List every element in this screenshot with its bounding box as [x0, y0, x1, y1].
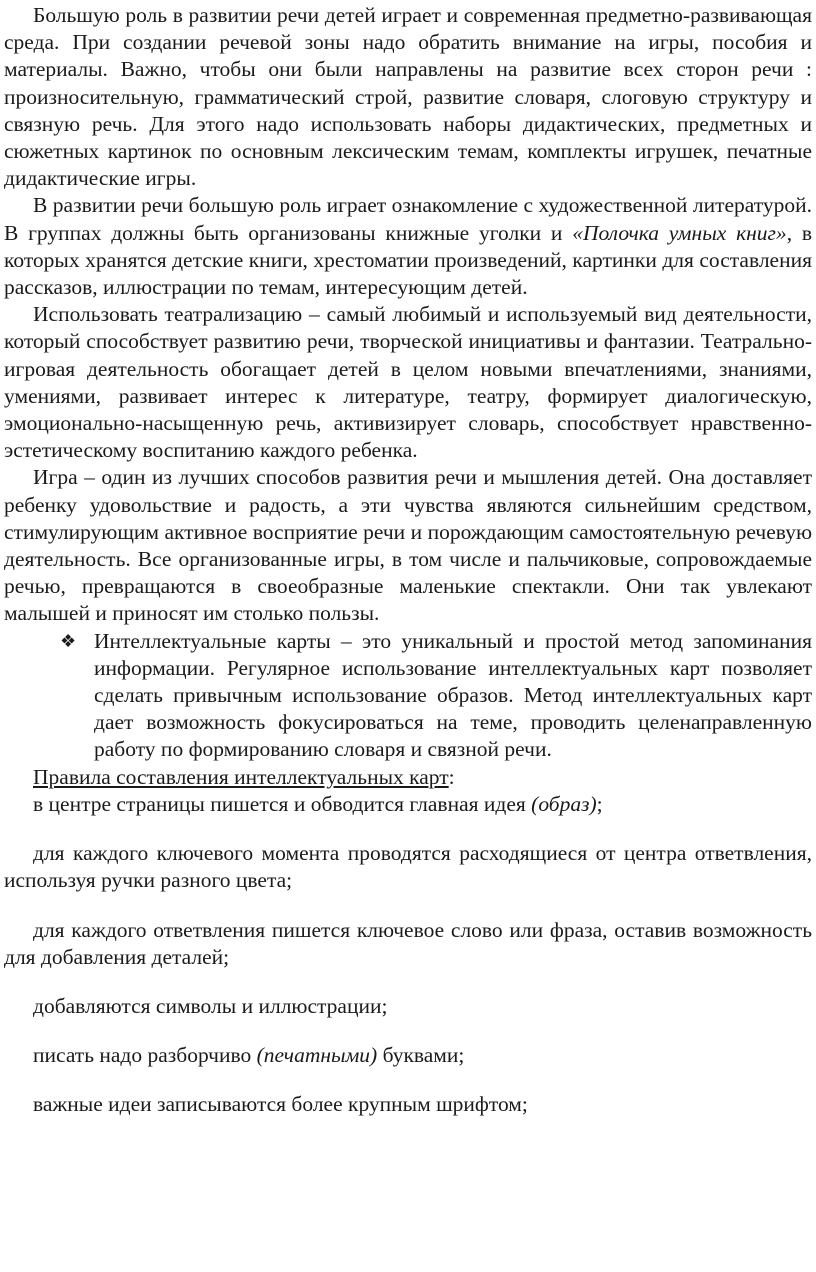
- rule-item: добавляются символы и иллюстрации;: [33, 993, 388, 1018]
- paragraph-literature-start: В развитии речи большую роль играет ознакомление с художественной литературой. В группах должны быть организованы книжные уголки и: [4, 193, 812, 245]
- bullet-mind-maps: [60, 628, 812, 764]
- rule-1-text: в центре страницы пишется и обводится главная идея: [33, 791, 532, 816]
- paragraph-literature: [4, 192, 812, 301]
- rules-heading-title: Правила составления интеллектуальных карт: [33, 764, 449, 789]
- paragraph-environment: Большую роль в развитии речи детей играет и современная предметно-развивающая среда. При создании речевой зоны надо обратить внимание на игры, пособия и материалы. Важно, чтобы они были направлены на развитие всех сторон речи : произносительную, грамматический строй, развитие словаря, слоговую структуру и связную речь. Для этого надо использовать наборы дидактических, предметных и сюжетных картинок по основным лексическим темам, комплекты игрушек, печатные дидактические игры.: [4, 3, 812, 191]
- rule-item: [4, 791, 812, 818]
- rule-item: для каждого ключевого момента проводятся расходящиеся от центра ответвления, используя ручки разного цвета;: [4, 841, 812, 893]
- paragraph-theatre: Использовать театрализацию – самый любимый и используемый вид деятельности, который способствует развитию речи, творческой инициативы и фантазии. Театрально-игровая деятельность обогащает детей в целом новыми впечатлениями, знаниями, умениями, развивает интерес к литературе, театру, формирует диалогическую, эмоционально-насыщенную речь, активизирует словарь, способствует нравственно-эстетическому воспитанию каждого ребенка.: [4, 302, 812, 463]
- book-shelf-title: «Полочка умных книг»: [572, 220, 787, 245]
- rule-5-text: писать надо разборчиво: [33, 1043, 257, 1068]
- rule-5-em: (печатными): [256, 1043, 378, 1068]
- paragraph-game: Игра – один из лучших способов развития речи и мышления детей. Она доставляет ребенку удовольствие и радость, а эти чувства являются сильнейшим средством, стимулирующим активное восприятие речи и порождающим самостоятельную речевую деятельность. Все организованные игры, в том числе и пальчиковые, сопровождаемые речью, превращаются в своеобразные маленькие спектакли. Они так увлекают малышей и приносят им столько пользы.: [4, 465, 812, 626]
- rule-item: важные идеи записываются более крупным шрифтом;: [33, 1092, 528, 1117]
- rule-item: [4, 1042, 812, 1069]
- rules-heading-colon: :: [448, 764, 455, 789]
- diamond-bullet-icon: ❖: [60, 630, 77, 651]
- rule-item: для каждого ответвления пишется ключевое слово или фраза, оставив возможность для добавления деталей;: [4, 917, 812, 969]
- rules-heading: [4, 764, 812, 791]
- rule-1-em: (образ): [531, 791, 597, 816]
- rule-5-end: буквами;: [377, 1043, 465, 1068]
- paragraph-literature-end: , в которых хранятся детские книги, хрестоматии произведений, картинки для составления рассказов, иллюстрации по темам, интересующим детей.: [4, 220, 812, 300]
- rule-1-end: ;: [596, 791, 603, 816]
- bullet-text: Интеллектуальные карты – это уникальный и простой метод запоминания информации. Регулярное использование интеллектуальных карт позволяет сделать привычным использование образов. Метод интеллектуальных карт дает возможность фокусироваться на теме, проводить целенаправленную работу по формированию словаря и связной речи.: [94, 628, 812, 762]
